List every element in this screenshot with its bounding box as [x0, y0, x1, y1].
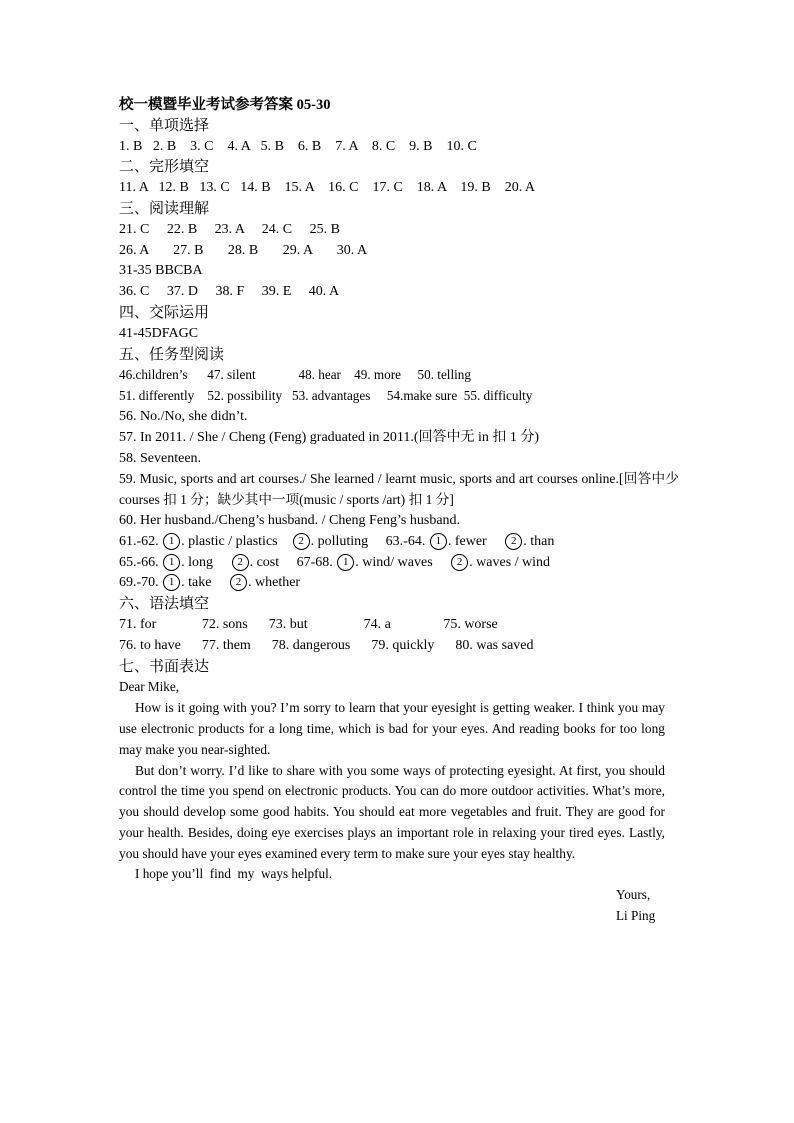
answer-line-task-10: 69.-70. 1 . take 2 . whether — [119, 575, 301, 591]
letter-paragraph-2: But don’t worry. I’d like to share with you some ways of protecting eyesight. At first, you should control the time you spend on electronic products. You can do more outdoor activities. What’s more, you should develop some good habits. You should eat more vegetables and fruit. They are good for your health. Besides, doing eye exercises plays an important role in relaxing your tired eyes. Lastly, you should have your eyes examined every term to make sure your eyes stay healthy. — [119, 762, 665, 861]
answer-line-reading-1: 21. C 22. B 23. A 24. C 25. B — [119, 221, 340, 237]
answer-line-task-1: 46.children’s 47. silent 48. hear 49. more 50. telling — [119, 367, 471, 383]
section-heading-single-choice: 一、单项选择 — [119, 117, 210, 134]
circled-number-2-icon: 2 — [505, 533, 522, 550]
letter-closing: Yours, — [616, 887, 651, 903]
letter-signature: Li Ping — [616, 908, 656, 924]
circled-number-1-icon: 1 — [163, 533, 180, 550]
circled-number-1-icon: 1 — [163, 574, 180, 591]
answer-line-cloze: 11. A 12. B 13. C 14. B 15. A 16. C 17. C 18. A 19. B 20. A — [119, 180, 536, 196]
answer-line-task-2: 51. differently 52. possibility 53. advantages 54.make sure 55. difficulty — [119, 388, 533, 404]
answer-line-task-6: 59. Music, sports and art courses./ She learned / learnt music, sports and art courses online.[回答中少 courses 扣 1 分；缺少其中一项(music / sports /art) 扣 1 分] — [119, 471, 679, 508]
answer-line-task-5: 58. Seventeen. — [119, 450, 202, 466]
circled-number-1-icon: 1 — [337, 554, 354, 571]
answer-line-reading-3: 31-35 BBCBA — [119, 263, 203, 279]
answer-line-grammar-1: 71. for 72. sons 73. but 74. a 75. worse — [119, 616, 498, 632]
answer-line-communication: 41-45DFAGC — [119, 325, 199, 341]
circled-number-1-icon: 1 — [430, 533, 447, 550]
answer-line-reading-4: 36. C 37. D 38. F 39. E 40. A — [119, 284, 340, 300]
letter-salutation: Dear Mike, — [119, 679, 180, 695]
answer-sheet — [119, 95, 679, 927]
section-heading-reading: 三、阅读理解 — [119, 200, 210, 217]
page-title: 校一模暨毕业考试参考答案 05-30 — [119, 97, 331, 113]
answer-line-task-9: 65.-66. 1 . long 2 . cost 67-68. 1 . wind/ waves 2 . waves / wind — [119, 554, 551, 570]
circled-number-2-icon: 2 — [232, 554, 249, 571]
section-heading-communication: 四、交际运用 — [119, 304, 210, 321]
answer-line-task-3: 56. No./No, she didn’t. — [119, 408, 248, 424]
letter-paragraph-1: How is it going with you? I’m sorry to learn that your eyesight is getting weaker. I think you may use electronic products for a long time, which is bad for your eyes. And reading books for too long may make you near-sighted. — [119, 700, 665, 757]
section-heading-cloze: 二、完形填空 — [119, 159, 210, 176]
circled-number-2-icon: 2 — [230, 574, 247, 591]
circled-number-2-icon: 2 — [451, 554, 468, 571]
answer-line-grammar-2: 76. to have 77. them 78. dangerous 79. quickly 80. was saved — [119, 637, 534, 653]
letter-paragraph-3: I hope you’ll find my ways helpful. — [135, 866, 333, 882]
section-heading-grammar: 六、语法填空 — [119, 596, 210, 613]
section-heading-writing: 七、书面表达 — [119, 658, 210, 675]
answer-line-task-8: 61.-62. 1 . plastic / plastics 2 . polluting 63.-64. 1 . fewer 2 . than — [119, 533, 555, 549]
answer-line-task-7: 60. Her husband./Cheng’s husband. / Cheng Feng’s husband. — [119, 512, 461, 528]
answer-line-reading-2: 26. A 27. B 28. B 29. A 30. A — [119, 242, 368, 258]
circled-number-1-icon: 1 — [163, 554, 180, 571]
answer-line-single-choice: 1. B 2. B 3. C 4. A 5. B 6. B 7. A 8. C 9. B 10. C — [119, 138, 477, 154]
circled-number-2-icon: 2 — [293, 533, 310, 550]
section-heading-task-reading: 五、任务型阅读 — [119, 346, 225, 363]
answer-line-task-4: 57. In 2011. / She / Cheng (Feng) graduated in 2011.(回答中无 in 扣 1 分) — [119, 429, 540, 445]
